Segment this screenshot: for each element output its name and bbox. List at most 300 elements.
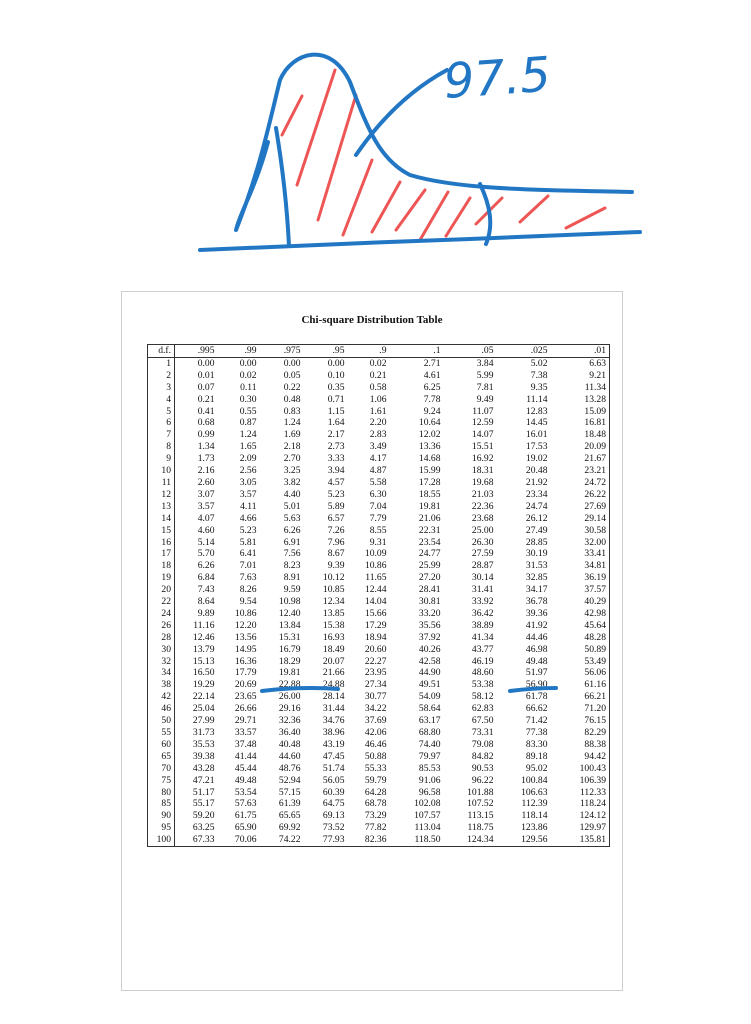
value-cell: 37.48 — [234, 738, 257, 750]
value-cell: 37.69 — [364, 715, 387, 727]
value-cell: 6.30 — [369, 488, 387, 500]
value-cell: 24.72 — [551, 477, 610, 489]
value-cell: 89.18 — [525, 750, 548, 762]
value-cell: 10.09 — [364, 548, 387, 560]
value-cell: 38.89 — [471, 619, 494, 631]
value-cell: 36.19 — [551, 572, 610, 584]
df-cell: 30 — [148, 644, 175, 656]
value-cell: 19.81 — [278, 667, 301, 679]
value-cell: 3.33 — [327, 453, 345, 465]
value-cell: 1.65 — [239, 441, 257, 453]
table-row — [148, 703, 610, 715]
value-cell: 28.14 — [322, 691, 345, 703]
table-row — [148, 417, 610, 429]
value-cell: 49.48 — [525, 655, 548, 667]
value-cell: 8.26 — [239, 584, 257, 596]
value-cell: 43.77 — [471, 643, 494, 655]
value-cell: 0.21 — [369, 369, 387, 381]
value-cell: 3.25 — [283, 465, 301, 477]
table-row — [148, 596, 610, 608]
value-cell: 1.69 — [283, 429, 301, 441]
value-cell: 40.29 — [551, 596, 610, 608]
value-cell: 15.99 — [418, 465, 441, 477]
value-cell: 3.57 — [239, 488, 257, 500]
value-cell: 129.56 — [497, 834, 551, 846]
value-cell: 65.90 — [234, 822, 257, 834]
value-cell: 67.33 — [175, 834, 218, 846]
value-cell: 32.85 — [525, 572, 548, 584]
value-cell: 61.39 — [278, 798, 301, 810]
value-cell: 60.39 — [322, 786, 345, 798]
df-cell: 9 — [148, 453, 175, 465]
table-row — [148, 406, 610, 418]
value-cell: 74.22 — [260, 834, 304, 846]
value-cell: 59.20 — [192, 810, 215, 822]
table-card — [121, 291, 623, 991]
df-cell: 55 — [148, 727, 175, 739]
value-cell: 33.41 — [551, 548, 610, 560]
value-cell: 70.06 — [218, 834, 260, 846]
value-cell: 88.38 — [551, 739, 610, 751]
value-cell: 9.24 — [423, 405, 441, 417]
value-cell: 44.90 — [418, 667, 441, 679]
value-cell: 29.16 — [278, 703, 301, 715]
value-cell: 2.09 — [239, 453, 257, 465]
df-cell: 38 — [148, 679, 175, 691]
value-cell: 27.69 — [551, 501, 610, 513]
value-cell: 15.66 — [364, 607, 387, 619]
value-cell: 36.40 — [278, 727, 301, 738]
value-cell: 0.71 — [327, 393, 345, 405]
df-cell: 95 — [148, 822, 175, 834]
df-cell: 17 — [148, 548, 175, 560]
value-cell: 48.76 — [278, 762, 301, 774]
value-cell: 85.53 — [418, 762, 441, 774]
value-cell: 26.22 — [551, 489, 610, 501]
value-cell: 19.68 — [471, 476, 494, 488]
value-cell: 6.84 — [197, 572, 215, 584]
value-cell: 6.26 — [283, 524, 301, 536]
value-cell: 45.44 — [234, 762, 257, 774]
value-cell: 124.12 — [551, 810, 610, 822]
table-row — [148, 584, 610, 596]
value-cell: 36.42 — [471, 607, 494, 619]
value-cell: 56.05 — [322, 774, 345, 786]
table-row — [148, 620, 610, 632]
value-cell: 15.31 — [278, 631, 301, 643]
table-row — [148, 787, 610, 799]
value-cell: 15.13 — [192, 655, 215, 667]
df-cell: 22 — [148, 596, 175, 608]
value-cell: 7.81 — [476, 381, 494, 393]
value-cell: 32.00 — [551, 537, 610, 549]
value-cell: 62.83 — [471, 703, 494, 715]
value-cell: 40.48 — [278, 738, 301, 750]
value-cell: 30.81 — [418, 596, 441, 608]
table-row — [148, 548, 610, 560]
value-cell: 113.04 — [414, 822, 441, 834]
value-cell: 82.36 — [348, 834, 390, 846]
value-cell: 63.17 — [418, 715, 441, 727]
value-cell: 56.06 — [551, 667, 610, 679]
df-cell: 70 — [148, 763, 175, 775]
value-cell: 77.93 — [304, 834, 348, 846]
df-cell: 24 — [148, 608, 175, 620]
value-cell: 20.60 — [364, 643, 387, 655]
value-cell: 6.57 — [327, 512, 345, 524]
value-cell: 0.30 — [239, 393, 257, 405]
value-cell: 84.82 — [471, 750, 494, 762]
df-cell: 10 — [148, 465, 175, 477]
value-cell: 23.34 — [525, 488, 548, 500]
value-cell: 65.65 — [278, 810, 301, 822]
value-cell: 112.33 — [551, 787, 610, 799]
value-cell: 32.36 — [278, 715, 301, 727]
value-cell: 18.31 — [471, 465, 494, 477]
table-row — [148, 822, 610, 834]
header-prob: .975 — [260, 345, 304, 358]
value-cell: 26.66 — [234, 703, 257, 715]
value-cell: 17.28 — [418, 476, 441, 488]
value-cell: 28.85 — [525, 536, 548, 548]
value-cell: 30.19 — [525, 548, 548, 560]
value-cell: 74.40 — [418, 738, 441, 750]
header-prob: .9 — [348, 345, 390, 358]
value-cell: 46.98 — [525, 643, 548, 655]
value-cell: 19.02 — [525, 453, 548, 465]
value-cell: 20.09 — [551, 441, 610, 453]
header-prob: .99 — [218, 345, 260, 358]
value-cell: 0.41 — [197, 405, 215, 417]
value-cell: 42.98 — [551, 608, 610, 620]
value-cell: 11.34 — [551, 382, 610, 394]
value-cell: 27.34 — [364, 679, 387, 691]
value-cell: 16.92 — [471, 453, 494, 465]
value-cell: 96.58 — [418, 786, 441, 798]
value-cell: 31.41 — [471, 584, 494, 596]
value-cell: 66.21 — [551, 691, 610, 703]
value-cell: 11.16 — [193, 619, 215, 631]
value-cell: 58.64 — [418, 703, 441, 715]
value-cell: 10.86 — [364, 560, 387, 572]
df-cell: 8 — [148, 441, 175, 453]
table-row — [148, 798, 610, 810]
value-cell: 100.43 — [551, 763, 610, 775]
value-cell: 2.16 — [197, 465, 215, 477]
value-cell: 42.06 — [364, 727, 387, 738]
value-cell: 124.34 — [444, 834, 497, 846]
value-cell: 21.66 — [322, 667, 345, 679]
value-cell: 77.38 — [525, 727, 548, 738]
table-row — [148, 513, 610, 525]
value-cell: 7.79 — [369, 512, 387, 524]
value-cell: 9.39 — [327, 560, 345, 572]
value-cell: 5.58 — [369, 476, 387, 488]
value-cell: 69.13 — [322, 810, 345, 822]
df-cell: 65 — [148, 751, 175, 763]
value-cell: 3.57 — [197, 500, 215, 512]
value-cell: 7.01 — [239, 560, 257, 572]
value-cell: 22.27 — [364, 655, 387, 667]
table-row — [148, 394, 610, 406]
df-cell: 2 — [148, 370, 175, 382]
value-cell: 25.99 — [418, 560, 441, 572]
table-row — [148, 679, 610, 691]
value-cell: 1.15 — [327, 405, 345, 417]
value-cell: 10.85 — [322, 584, 345, 596]
table-row — [148, 477, 610, 489]
value-cell: 13.84 — [278, 619, 301, 631]
value-cell: 12.44 — [364, 584, 387, 596]
value-cell: 71.20 — [551, 703, 610, 715]
table-row — [148, 572, 610, 584]
value-cell: 118.24 — [551, 798, 610, 810]
value-cell: 20.48 — [525, 465, 548, 477]
value-cell: 28.41 — [418, 584, 441, 596]
value-cell: 41.34 — [471, 631, 494, 643]
value-cell: 3.49 — [369, 441, 387, 453]
table-row — [148, 656, 610, 668]
value-cell: 2.18 — [283, 441, 301, 453]
value-cell: 30.14 — [471, 572, 494, 584]
value-cell: 34.22 — [364, 703, 387, 715]
table-row — [148, 667, 610, 679]
value-cell: 13.36 — [418, 441, 441, 453]
value-cell: 118.75 — [467, 822, 494, 834]
value-cell: 69.92 — [278, 822, 301, 834]
df-cell: 32 — [148, 656, 175, 668]
value-cell: 51.17 — [192, 786, 215, 798]
value-cell: 5.70 — [197, 548, 215, 560]
value-cell: 36.78 — [525, 596, 548, 608]
value-cell: 7.43 — [197, 584, 215, 596]
table-body — [148, 357, 610, 846]
value-cell: 12.83 — [525, 405, 548, 417]
value-cell: 11.65 — [365, 572, 387, 584]
value-cell: 13.56 — [234, 631, 257, 643]
value-cell: 24.88 — [322, 679, 345, 691]
value-cell: 82.29 — [551, 727, 610, 739]
value-cell: 46.19 — [471, 655, 494, 667]
value-cell: 5.89 — [327, 500, 345, 512]
value-cell: 29.71 — [234, 715, 257, 727]
table-title: Chi-square Distribution Table — [301, 314, 443, 326]
df-cell: 19 — [148, 572, 175, 584]
value-cell: 5.99 — [476, 369, 494, 381]
value-cell: 45.64 — [551, 620, 610, 632]
value-cell: 33.20 — [418, 607, 441, 619]
value-cell: 76.15 — [551, 715, 610, 727]
value-cell: 5.63 — [283, 512, 301, 524]
value-cell: 44.60 — [278, 750, 301, 762]
value-cell: 0.07 — [197, 381, 215, 393]
value-cell: 0.35 — [327, 381, 345, 393]
value-cell: 40.26 — [418, 643, 441, 655]
value-cell: 0.99 — [197, 429, 215, 441]
value-cell: 55.17 — [192, 798, 215, 810]
value-cell: 0.87 — [239, 417, 257, 429]
value-cell: 49.48 — [234, 774, 257, 786]
value-cell: 2.17 — [327, 429, 345, 441]
value-cell: 9.49 — [476, 393, 494, 405]
value-cell: 31.44 — [322, 703, 345, 715]
value-cell: 3.84 — [476, 357, 494, 369]
df-cell: 34 — [148, 667, 175, 679]
value-cell: 55.33 — [364, 762, 387, 774]
table-row — [148, 715, 610, 727]
value-cell: 24.74 — [525, 500, 548, 512]
value-cell: 135.81 — [551, 834, 610, 846]
value-cell: 11.14 — [526, 393, 548, 405]
value-cell: 68.78 — [364, 798, 387, 810]
value-cell: 15.51 — [471, 441, 494, 453]
value-cell: 9.31 — [369, 536, 387, 548]
df-cell: 75 — [148, 775, 175, 787]
value-cell: 52.94 — [278, 774, 301, 786]
value-cell: 4.57 — [327, 476, 345, 488]
value-cell: 23.68 — [471, 512, 494, 524]
df-cell: 50 — [148, 715, 175, 727]
table-row — [148, 739, 610, 751]
value-cell: 0.02 — [369, 357, 387, 369]
df-cell: 1 — [148, 357, 175, 369]
table-row — [148, 834, 610, 846]
value-cell: 13.79 — [192, 643, 215, 655]
value-cell: 2.60 — [197, 476, 215, 488]
value-cell: 12.34 — [322, 596, 345, 608]
df-cell: 80 — [148, 787, 175, 799]
header-prob: .1 — [390, 345, 444, 358]
value-cell: 8.64 — [197, 596, 215, 608]
value-cell: 64.75 — [322, 798, 345, 810]
value-cell: 73.52 — [322, 822, 345, 834]
value-cell: 1.24 — [283, 417, 301, 429]
value-cell: 16.81 — [551, 417, 610, 429]
value-cell: 26.00 — [278, 691, 301, 703]
value-cell: 42.58 — [418, 655, 441, 667]
value-cell: 6.63 — [551, 357, 610, 369]
table-row — [148, 537, 610, 549]
value-cell: 9.21 — [551, 370, 610, 382]
value-cell: 1.34 — [197, 441, 215, 453]
value-cell: 17.53 — [525, 441, 548, 453]
value-cell: 10.64 — [418, 417, 441, 429]
value-cell: 10.12 — [322, 572, 345, 584]
value-cell: 118.14 — [521, 810, 548, 822]
value-cell: 26.12 — [525, 512, 548, 524]
value-cell: 95.02 — [525, 762, 548, 774]
table-row — [148, 453, 610, 465]
header-prob: .025 — [497, 345, 551, 358]
value-cell: 0.58 — [369, 381, 387, 393]
value-cell: 27.59 — [471, 548, 494, 560]
value-cell: 1.06 — [369, 393, 387, 405]
value-cell: 4.40 — [283, 488, 301, 500]
value-cell: 8.67 — [327, 548, 345, 560]
value-cell: 1.61 — [369, 405, 387, 417]
value-cell: 23.54 — [418, 536, 441, 548]
header-df: d.f. — [148, 345, 175, 358]
table-row — [148, 357, 610, 369]
value-cell: 66.62 — [525, 703, 548, 715]
value-cell: 43.28 — [192, 762, 215, 774]
value-cell: 5.23 — [327, 488, 345, 500]
value-cell: 31.73 — [192, 727, 215, 738]
df-cell: 5 — [148, 406, 175, 418]
value-cell: 18.49 — [322, 643, 345, 655]
value-cell: 4.61 — [423, 369, 441, 381]
value-cell: 19.81 — [418, 500, 441, 512]
value-cell: 34.81 — [551, 560, 610, 572]
value-cell: 14.45 — [525, 417, 548, 429]
df-cell: 42 — [148, 691, 175, 703]
value-cell: 54.09 — [418, 691, 441, 703]
value-cell: 33.92 — [471, 596, 494, 608]
hatch-lines — [282, 70, 605, 240]
value-cell: 79.08 — [471, 738, 494, 750]
df-cell: 13 — [148, 501, 175, 513]
value-cell: 73.31 — [471, 727, 494, 738]
value-cell: 5.02 — [530, 357, 548, 369]
df-cell: 7 — [148, 429, 175, 441]
table-row — [148, 382, 610, 394]
value-cell: 17.79 — [234, 667, 257, 679]
handwritten-label: 97.5 — [441, 46, 553, 110]
chi-square-table — [147, 344, 610, 847]
value-cell: 20.69 — [234, 679, 257, 691]
df-cell: 18 — [148, 560, 175, 572]
value-cell: 4.11 — [240, 500, 257, 512]
df-cell: 12 — [148, 489, 175, 501]
value-cell: 61.16 — [551, 679, 610, 691]
value-cell: 77.82 — [364, 822, 387, 834]
value-cell: 67.50 — [471, 715, 494, 727]
value-cell: 49.51 — [418, 679, 441, 691]
value-cell: 27.99 — [192, 715, 215, 727]
value-cell: 71.42 — [525, 715, 548, 727]
value-cell: 18.29 — [278, 655, 301, 667]
value-cell: 38.96 — [322, 727, 345, 738]
df-cell: 16 — [148, 537, 175, 549]
value-cell: 102.08 — [414, 798, 441, 810]
value-cell: 7.26 — [327, 524, 345, 536]
value-cell: 7.96 — [327, 536, 345, 548]
value-cell: 35.56 — [418, 619, 441, 631]
value-cell: 112.39 — [521, 798, 548, 810]
df-cell: 26 — [148, 620, 175, 632]
table-row — [148, 632, 610, 644]
value-cell: 10.86 — [234, 607, 257, 619]
table-row — [148, 644, 610, 656]
value-cell: 0.02 — [239, 369, 257, 381]
value-cell: 37.57 — [551, 584, 610, 596]
value-cell: 2.83 — [369, 429, 387, 441]
value-cell: 34.17 — [525, 584, 548, 596]
value-cell: 21.06 — [418, 512, 441, 524]
value-cell: 0.55 — [239, 405, 257, 417]
value-cell: 0.00 — [197, 357, 215, 369]
value-cell: 4.17 — [369, 453, 387, 465]
value-cell: 6.26 — [197, 560, 215, 572]
header-row — [148, 345, 610, 358]
value-cell: 94.42 — [551, 751, 610, 763]
value-cell: 16.50 — [192, 667, 215, 679]
value-cell: 9.89 — [197, 607, 215, 619]
table-row — [148, 691, 610, 703]
value-cell: 6.25 — [423, 381, 441, 393]
value-cell: 9.59 — [283, 584, 301, 596]
df-cell: 28 — [148, 632, 175, 644]
